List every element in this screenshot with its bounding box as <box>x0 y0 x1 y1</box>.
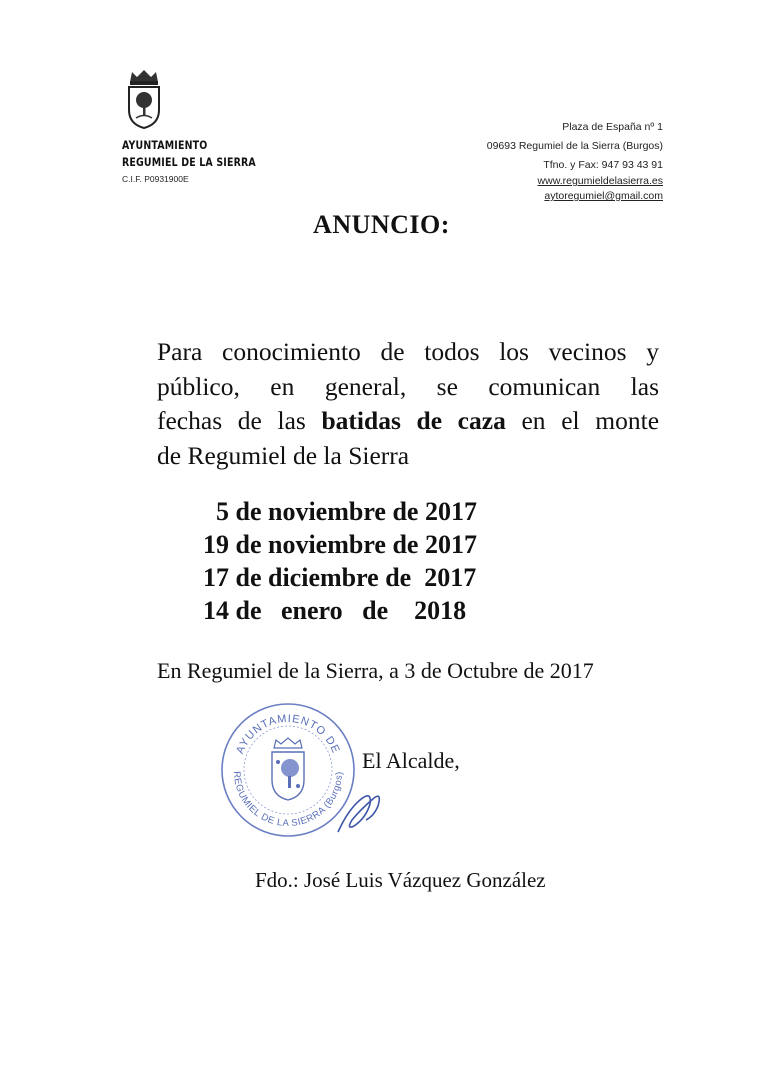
organization-name-line2: REGUMIEL DE LA SIERRA <box>122 155 256 169</box>
place-and-date: En Regumiel de la Sierra, a 3 de Octubre de 2017 <box>157 658 594 683</box>
announcement-body <box>157 335 659 473</box>
hunt-date: 17 de diciembre de 2017 <box>203 563 477 592</box>
body-line: público, en general, se comunican las <box>157 371 659 401</box>
body-bold-segment: batidas de caza <box>321 406 506 435</box>
signatory-role: El Alcalde, <box>362 748 460 773</box>
phone: Tfno. y Fax: 947 93 43 91 <box>543 159 663 171</box>
seal-text-bottom: REGUMIEL DE LA SIERRA (Burgos) <box>230 770 346 830</box>
organization-name-line1: AYUNTAMIENTO <box>122 138 208 152</box>
hunt-date: 19 de noviembre de 2017 <box>203 530 477 559</box>
svg-text:AYUNTAMIENTO DE <box>234 713 342 756</box>
coat-of-arms-icon <box>124 68 164 130</box>
body-text-segment: fechas de las <box>157 406 322 435</box>
body-line: de Regumiel de la Sierra <box>157 440 410 470</box>
body-text-segment: en el monte <box>505 406 660 435</box>
cif-number: C.I.F. P0931900E <box>122 174 189 184</box>
announcement-title: ANUNCIO: <box>313 210 450 239</box>
body-line: Para conocimiento de todos los vecinos y <box>157 337 659 366</box>
seal-text-top: AYUNTAMIENTO DE <box>234 712 342 756</box>
signed-by: Fdo.: José Luis Vázquez González <box>255 868 546 892</box>
website-link[interactable]: www.regumieldelasierra.es <box>537 175 663 187</box>
signature-icon <box>330 770 390 840</box>
email-link[interactable]: aytoregumiel@gmail.com <box>544 190 663 202</box>
hunt-date: 14 de enero de 2018 <box>203 596 467 625</box>
body-line <box>157 404 659 439</box>
city: 09693 Regumiel de la Sierra (Burgos) <box>486 140 663 152</box>
address: Plaza de España nº 1 <box>562 121 663 133</box>
hunt-date: 5 de noviembre de 2017 <box>216 497 477 526</box>
